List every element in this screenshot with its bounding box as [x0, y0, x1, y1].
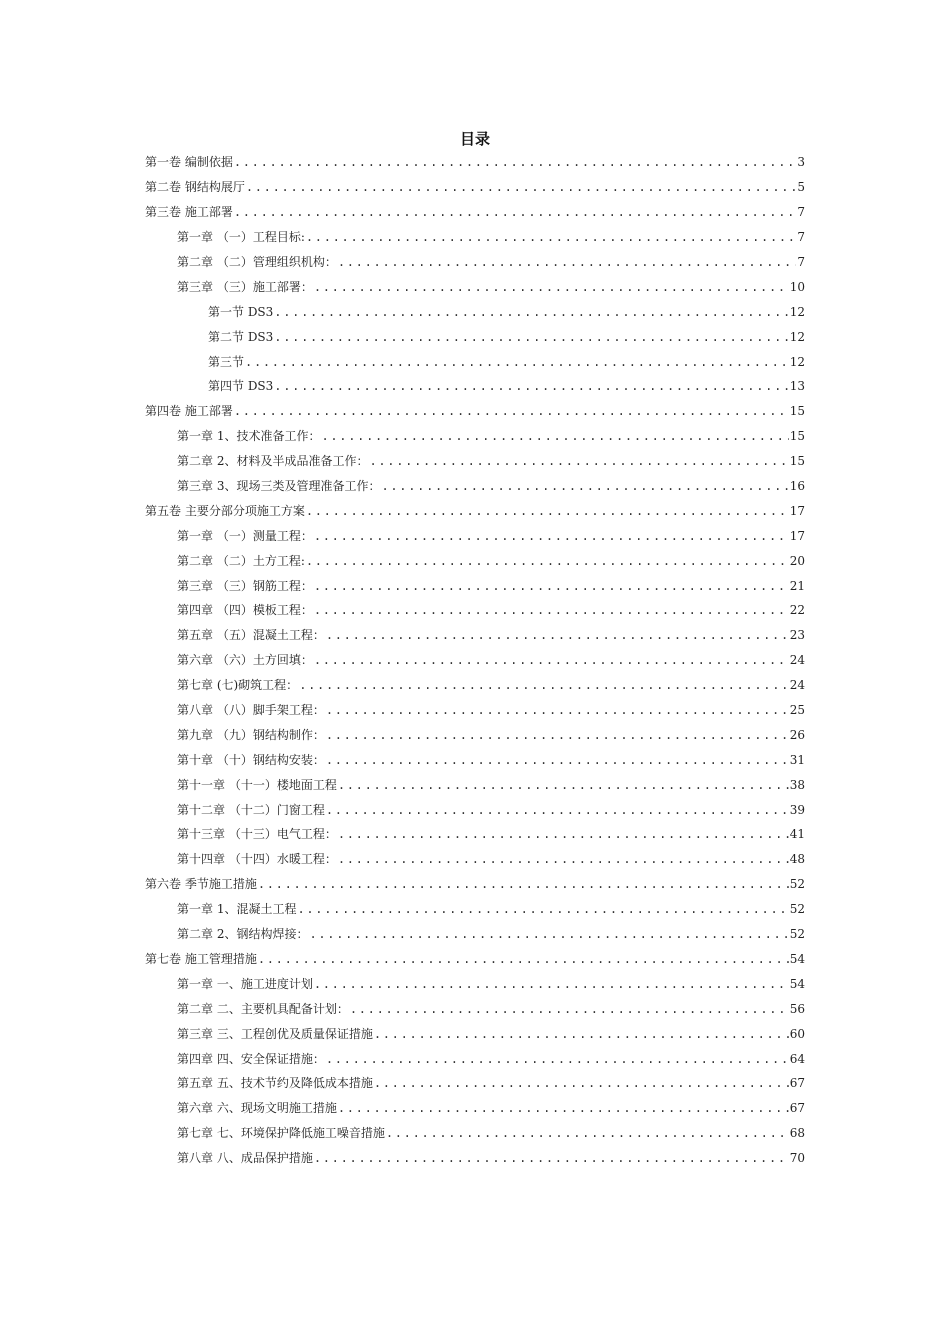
toc-entry-title: 第二章 2、材料及半成品准备工作： — [177, 454, 369, 469]
toc-entry-page-number: 60 — [789, 1026, 805, 1041]
toc-entry-page-number: 10 — [789, 279, 805, 294]
toc-entry[interactable] — [0, 474, 950, 499]
toc-entry-title: 第三章 （三）施工部署： — [177, 279, 313, 294]
toc-entry-page-number: 39 — [789, 802, 805, 817]
toc-entry-page-number: 25 — [789, 703, 805, 718]
dot-leader — [314, 602, 789, 618]
toc-entry-page-number: 52 — [789, 902, 805, 917]
toc-entry-page-number: 7 — [797, 205, 805, 220]
dot-leader — [234, 204, 797, 220]
toc-entry-title: 第一节 DS3 — [208, 304, 274, 319]
toc-entry-page-number: 41 — [789, 827, 805, 842]
toc-entry-page-number: 17 — [789, 528, 805, 543]
toc-entry-page-number: 54 — [789, 976, 805, 991]
dot-leader — [381, 478, 788, 494]
dot-leader — [274, 329, 788, 345]
toc-entry-title: 第三章 三、工程创优及质量保证措施 — [177, 1026, 373, 1041]
dot-leader — [245, 354, 789, 370]
toc-entry-title: 第二章 （二）管理组织机构： — [177, 255, 337, 269]
toc-entry-page-number: 23 — [789, 628, 805, 643]
toc-entry[interactable] — [0, 324, 950, 349]
dot-leader — [338, 826, 789, 842]
toc-entry-title: 第五卷 主要分部分项施工方案 — [145, 503, 305, 518]
toc-entry-page-number: 20 — [789, 553, 805, 568]
toc-entry[interactable] — [0, 996, 950, 1021]
toc-entry[interactable] — [0, 747, 950, 772]
toc-entry-title: 第八章 八、成品保护措施 — [177, 1151, 313, 1166]
dot-leader — [326, 702, 789, 718]
toc-entry-page-number: 67 — [789, 1076, 805, 1091]
toc-entry-title: 第十三章 （十三）电气工程： — [177, 827, 337, 842]
toc-entry-page-number: 64 — [789, 1051, 805, 1066]
toc-entry[interactable] — [0, 897, 950, 922]
dot-leader — [314, 528, 789, 544]
toc-entry[interactable] — [0, 797, 950, 822]
dot-leader — [326, 627, 789, 643]
toc-entry[interactable] — [0, 374, 950, 399]
toc-entry-title: 第十一章 （十一）楼地面工程 — [177, 777, 337, 792]
toc-entry[interactable] — [0, 673, 950, 698]
dot-leader — [338, 777, 789, 793]
dot-leader — [374, 1026, 789, 1042]
toc-entry[interactable] — [0, 399, 950, 424]
toc-entry[interactable] — [0, 698, 950, 723]
toc-entry[interactable] — [0, 1071, 950, 1096]
toc-entry-page-number: 56 — [789, 1001, 805, 1016]
toc-entry-page-number: 15 — [789, 454, 805, 469]
toc-entry-title: 第三节 — [208, 354, 245, 369]
toc-entry-page-number: 38 — [789, 777, 805, 792]
toc-entry-page-number: 70 — [789, 1151, 805, 1166]
toc-entry[interactable] — [0, 947, 950, 972]
toc-entry[interactable] — [0, 847, 950, 872]
toc-entry[interactable] — [0, 971, 950, 996]
toc-entry[interactable] — [0, 349, 950, 374]
dot-leader — [297, 901, 788, 917]
toc-entry-title: 第一章 （一）工程目标: — [177, 230, 305, 245]
toc-entry-title: 第四卷 施工部署 — [145, 404, 233, 419]
dot-leader — [258, 951, 789, 967]
toc-entry-page-number: 22 — [789, 603, 805, 618]
toc-entry-page-number: 48 — [789, 852, 805, 867]
dot-leader — [314, 976, 789, 992]
toc-entry-title: 第一卷 编制依据 — [145, 155, 233, 170]
toc-entry-title: 第十章 （十）钢结构安装： — [177, 752, 325, 767]
toc-entry-title: 第七卷 施工管理措施 — [145, 951, 257, 966]
dot-leader — [234, 154, 797, 170]
toc-entry-page-number: 13 — [789, 379, 805, 394]
toc-entry-page-number: 3 — [797, 155, 805, 170]
toc-entry-title: 第二卷 钢结构展厅 — [145, 180, 245, 195]
toc-entry[interactable] — [0, 299, 950, 324]
toc-entry-title: 第二章 （二）土方工程: — [177, 553, 305, 568]
toc-entry-title: 第三卷 施工部署 — [145, 205, 233, 220]
toc-entry[interactable] — [0, 548, 950, 573]
toc-entry[interactable] — [0, 1146, 950, 1171]
toc-entry[interactable] — [0, 250, 950, 275]
toc-entry-title: 第六卷 季节施工措施 — [145, 877, 257, 892]
dot-leader — [234, 403, 789, 419]
dot-leader — [326, 1051, 789, 1067]
toc-entry[interactable] — [0, 1046, 950, 1071]
toc-entry-title: 第一章 一、施工进度计划 — [177, 976, 313, 991]
toc-entry-title: 第四章 （四）模板工程： — [177, 603, 313, 618]
toc-entry-title: 第七章 (七)砌筑工程： — [177, 678, 299, 693]
toc-entry[interactable] — [0, 274, 950, 299]
toc-entry[interactable] — [0, 598, 950, 623]
toc-entry[interactable] — [0, 150, 950, 175]
toc-entry-title: 第一章 1、技术准备工作： — [177, 429, 321, 444]
dot-leader — [306, 553, 789, 569]
toc-entry-page-number: 31 — [789, 752, 805, 767]
toc-entry-title: 第三章 3、现场三类及管理准备工作： — [177, 479, 381, 494]
toc-entry-page-number: 68 — [789, 1126, 805, 1141]
toc-entry[interactable] — [0, 772, 950, 797]
toc-entry-title: 第十四章 （十四）水暖工程： — [177, 852, 337, 867]
dot-leader — [309, 926, 788, 942]
toc-entry[interactable] — [0, 722, 950, 747]
toc-entry-title: 第七章 七、环境保护降低施工噪音措施 — [177, 1126, 385, 1141]
dot-leader — [314, 578, 789, 594]
toc-entry[interactable] — [0, 1096, 950, 1121]
toc-entry-title: 第六章 六、现场文明施工措施 — [177, 1101, 337, 1116]
toc-entry[interactable] — [0, 175, 950, 200]
dot-leader — [369, 453, 788, 469]
dot-leader — [374, 1075, 789, 1091]
toc-entry[interactable] — [0, 200, 950, 225]
toc-entry-page-number: 12 — [789, 354, 805, 369]
dot-leader — [314, 652, 789, 668]
dot-leader — [338, 254, 797, 270]
dot-leader — [350, 1001, 789, 1017]
dot-leader — [274, 378, 788, 394]
dot-leader — [338, 1100, 789, 1116]
toc-entry[interactable] — [0, 922, 950, 947]
toc-entry-page-number: 52 — [789, 927, 805, 942]
toc-entry-title: 第十二章 （十二）门窗工程 — [177, 802, 325, 817]
toc-entry-title: 第八章 （八）脚手架工程： — [177, 703, 325, 718]
toc-entry-title: 第一章 1、混凝土工程 — [177, 902, 297, 917]
dot-leader — [258, 876, 789, 892]
toc-entry[interactable] — [0, 822, 950, 847]
table-of-contents — [0, 150, 950, 1171]
dot-leader — [386, 1125, 789, 1141]
toc-entry-title: 第五章 （五）混凝土工程： — [177, 628, 325, 643]
dot-leader — [314, 1150, 789, 1166]
dot-leader — [246, 179, 797, 195]
toc-entry-title: 第二章 2、钢结构焊接： — [177, 927, 309, 942]
toc-entry[interactable] — [0, 623, 950, 648]
dot-leader — [314, 279, 789, 295]
toc-entry[interactable] — [0, 573, 950, 598]
toc-entry-page-number: 54 — [789, 951, 805, 966]
toc-entry-title: 第四节 DS3 — [208, 379, 274, 394]
toc-entry-page-number: 67 — [789, 1101, 805, 1116]
toc-entry-page-number: 17 — [789, 503, 805, 518]
dot-leader — [321, 428, 788, 444]
dot-leader — [326, 727, 789, 743]
toc-entry[interactable] — [0, 449, 950, 474]
toc-entry-title: 第二章 二、主要机具配备计划： — [177, 1001, 349, 1016]
toc-entry[interactable] — [0, 424, 950, 449]
toc-entry-title: 第四章 四、安全保证措施： — [177, 1051, 325, 1066]
toc-entry-page-number: 52 — [789, 877, 805, 892]
toc-entry-title: 第一章 （一）测量工程： — [177, 528, 313, 543]
dot-leader — [338, 851, 789, 867]
toc-entry-page-number: 24 — [789, 678, 805, 693]
toc-entry-page-number: 24 — [789, 653, 805, 668]
toc-entry[interactable] — [0, 498, 950, 523]
toc-entry-page-number: 26 — [789, 727, 805, 742]
dot-leader — [326, 802, 789, 818]
dot-leader — [306, 229, 797, 245]
dot-leader — [299, 677, 789, 693]
toc-entry[interactable] — [0, 1021, 950, 1046]
toc-entry[interactable] — [0, 1121, 950, 1146]
dot-leader — [326, 752, 789, 768]
toc-entry-page-number: 21 — [789, 578, 805, 593]
toc-entry[interactable] — [0, 648, 950, 673]
toc-entry-page-number: 15 — [789, 429, 805, 444]
toc-entry[interactable] — [0, 872, 950, 897]
toc-entry[interactable] — [0, 523, 950, 548]
toc-entry-title: 第六章 （六）土方回填： — [177, 653, 313, 668]
toc-entry-title: 第五章 五、技术节约及降低成本措施 — [177, 1076, 373, 1091]
dot-leader — [306, 503, 789, 519]
toc-entry-title: 第三章 （三）钢筋工程： — [177, 578, 313, 593]
toc-entry-page-number: 16 — [789, 479, 805, 494]
toc-entry-page-number: 7 — [797, 230, 805, 245]
toc-entry-page-number: 12 — [789, 329, 805, 344]
toc-title: 目录 — [459, 130, 490, 148]
toc-entry-page-number: 15 — [789, 404, 805, 419]
toc-entry-page-number: 7 — [797, 255, 805, 269]
toc-entry-title: 第九章 （九）钢结构制作： — [177, 727, 325, 742]
dot-leader — [274, 304, 788, 320]
toc-entry-page-number: 12 — [789, 304, 805, 319]
toc-entry[interactable] — [0, 225, 950, 250]
toc-entry-title: 第二节 DS3 — [208, 329, 274, 344]
toc-entry-page-number: 5 — [797, 180, 805, 195]
